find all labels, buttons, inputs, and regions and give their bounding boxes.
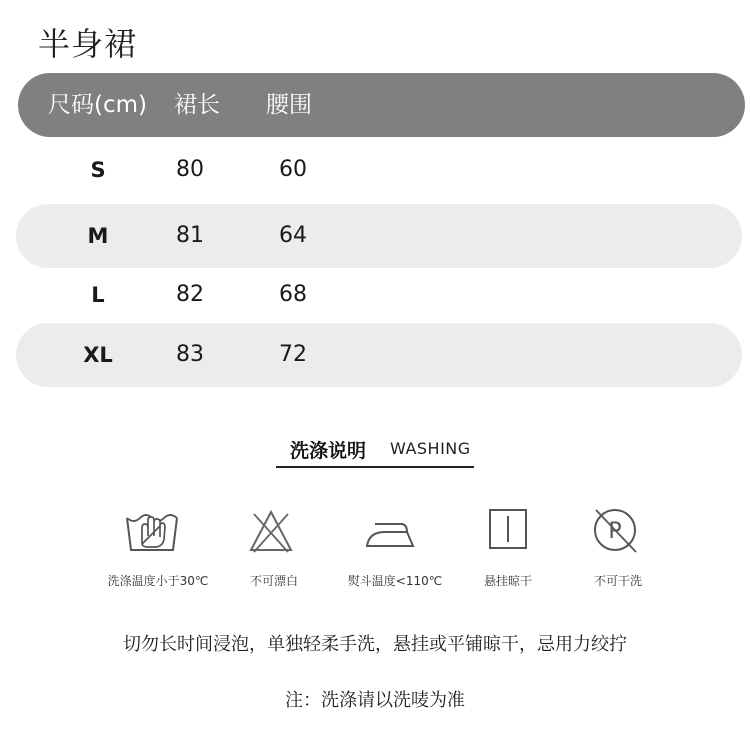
- header-length: 裙长: [174, 92, 220, 118]
- length-cell: 83: [176, 342, 204, 367]
- length-cell: 81: [176, 223, 204, 248]
- washing-section-title: [276, 432, 474, 468]
- length-cell: 80: [176, 157, 204, 182]
- svg-text:P: P: [608, 519, 622, 544]
- waist-cell: 68: [279, 282, 307, 307]
- size-cell: XL: [83, 343, 113, 367]
- iron-icon: [361, 506, 417, 556]
- waist-cell: 64: [279, 223, 307, 248]
- size-cell: L: [91, 283, 105, 307]
- footnote-text: 注：洗涤请以洗唛为准: [285, 690, 465, 711]
- length-cell: 82: [176, 282, 204, 307]
- table-row: [16, 204, 742, 268]
- page-title: 半身裙: [38, 25, 138, 63]
- table-row: [16, 323, 742, 387]
- washing-title-zh: 洗涤说明: [290, 440, 367, 462]
- size-cell: S: [90, 158, 106, 182]
- waist-cell: 60: [279, 157, 307, 182]
- header-waist: 腰围: [266, 92, 312, 118]
- no-bleach-label: 不可漂白: [249, 574, 298, 588]
- waist-cell: 72: [279, 342, 307, 367]
- table-row: [16, 263, 742, 327]
- washing-title-en: WASHING: [390, 439, 471, 458]
- hand-wash-icon: [124, 506, 180, 556]
- hang-dry-icon: [486, 506, 530, 556]
- no-bleach-icon: [246, 506, 296, 556]
- hang-dry-label: 悬挂晾干: [483, 574, 532, 588]
- size-table-header: [18, 73, 745, 137]
- table-row: [16, 138, 742, 202]
- size-cell: M: [87, 224, 109, 248]
- care-instruction-text: 切勿长时间浸泡，单独轻柔手洗，悬挂或平铺晾干，忌用力绞拧: [123, 634, 627, 655]
- no-dry-clean-label: 不可干洗: [593, 574, 642, 588]
- hand-wash-label: 洗涤温度小于30℃: [107, 574, 209, 588]
- no-dry-clean-icon: [590, 506, 640, 556]
- header-size: 尺码(cm): [48, 92, 147, 118]
- iron-label: 熨斗温度<110℃: [347, 574, 443, 588]
